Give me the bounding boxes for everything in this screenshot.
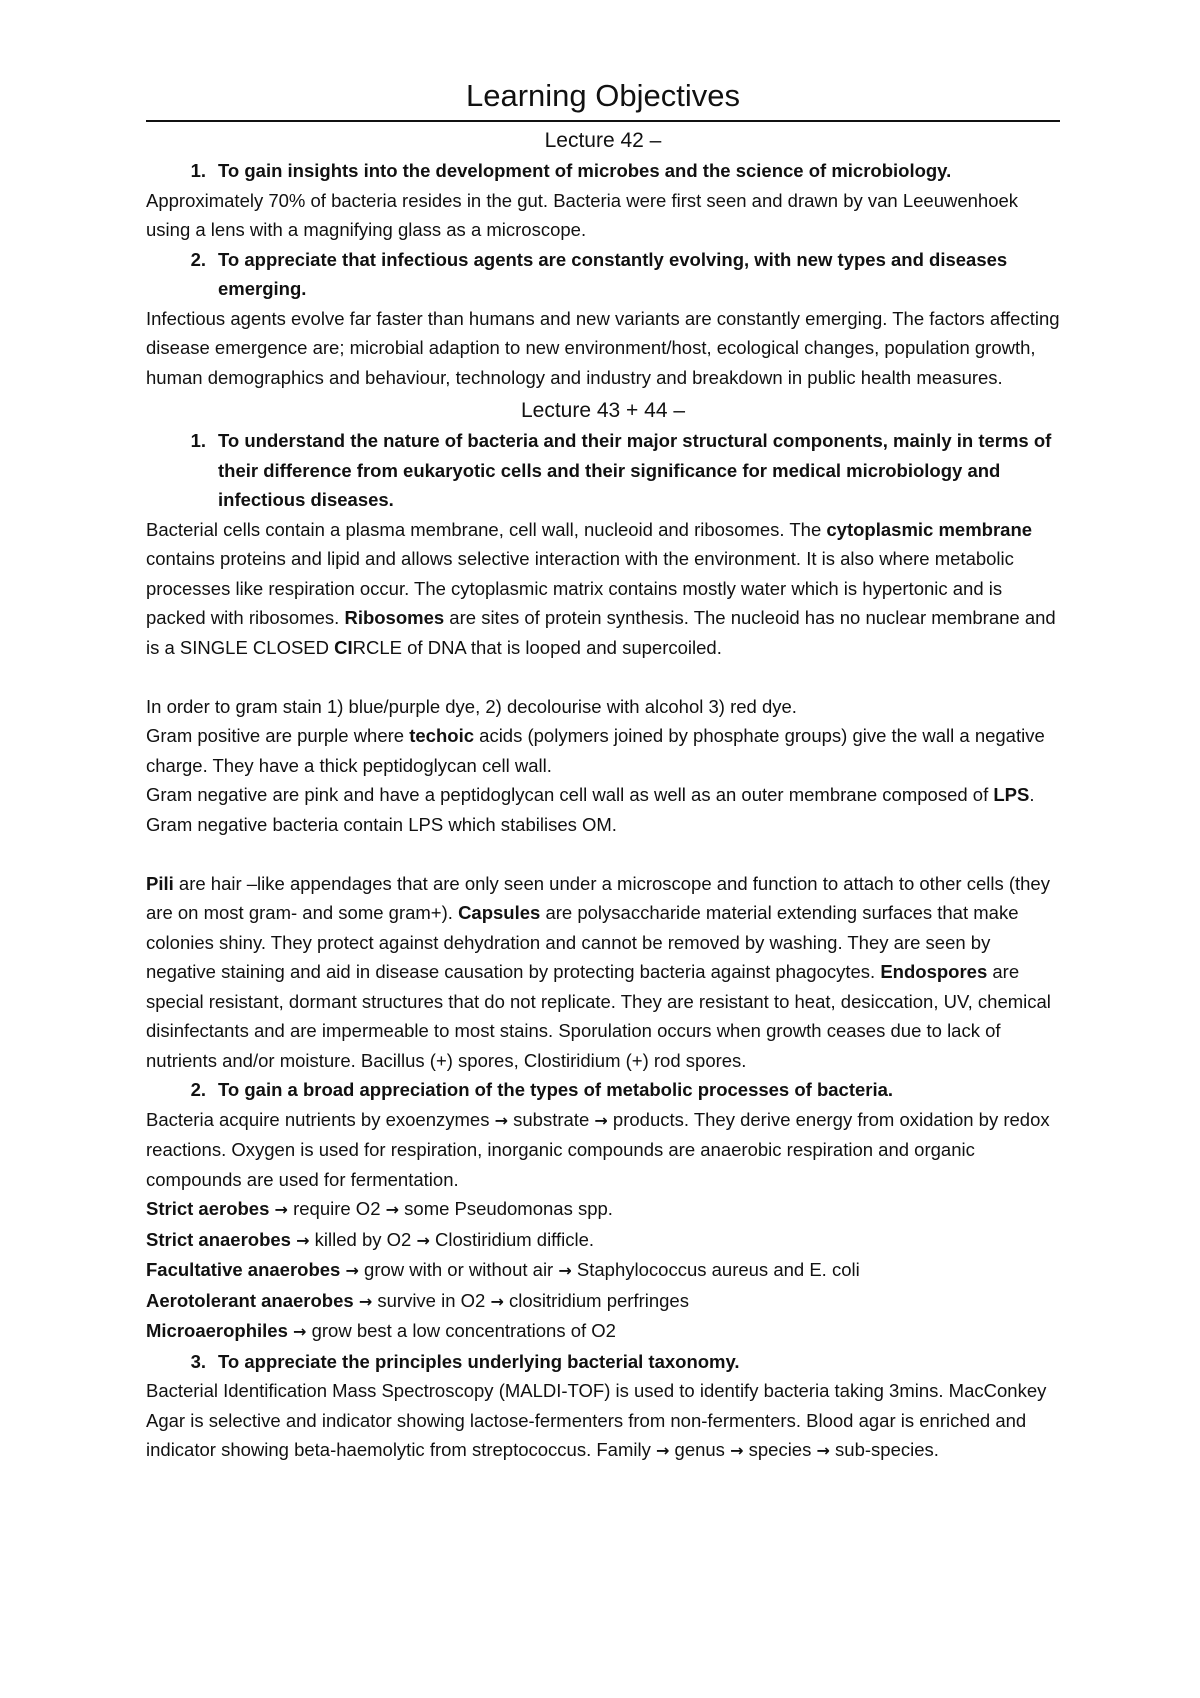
arrow-icon: → — [494, 1110, 508, 1130]
text-run-bold: CI — [334, 636, 353, 658]
text-run: contains proteins and lipid and allows selective interaction with the environment. It is also where metabolic processes like respiration occur. The cytoplasmic matrix contains mostly water which is hypertonic and is packed with ribosomes. — [146, 548, 1014, 628]
text-run: are polysaccharide material extending surfaces that make colonies shiny. They protect against dehydration and cannot be removed by washing. They are seen by negative staining and aid in disease causation by protecting bacteria against phagocytes. — [146, 902, 1019, 982]
lecture42-objective-1-paragraph: Approximately 70% of bacteria resides in the gut. Bacteria were first seen and drawn by van Leeuwenhoek using a lens with a magnifying glass as a microscope. — [146, 189, 1019, 240]
text-run: Gram negative are pink and have a peptidoglycan cell wall as well as an outer membrane composed of — [146, 784, 994, 805]
arrow-icon: → — [558, 1261, 572, 1280]
text-run: clositridium perfringes — [503, 1289, 689, 1311]
arrow-icon: → — [274, 1200, 288, 1219]
text-run: substrate — [508, 1108, 595, 1130]
gram-stain-line: In order to gram stain 1) blue/purple dye, 2) decolourise with alcohol 3) red dye. — [146, 695, 797, 717]
text-run: products. They derive energy from oxidation by redox reactions. Oxygen is used for respiration, inorganic compounds are anaerobic respiration and organic compounds are used for fermentation. — [146, 1108, 1050, 1190]
text-run: genus — [669, 1439, 731, 1460]
gram-negative-paragraph — [146, 780, 1060, 839]
text-run: Bacterial Identification Mass Spectroscopy (MALDI-TOF) is used to identify bacteria taking 3mins. MacConkey Agar is selective and indicator showing lactose-fermenters from non-fermenters. Blood agar is enriched and indicator showing beta-haemolytic from streptococcus. Family — [146, 1380, 1047, 1460]
lecture42-objective-2-paragraph: Infectious agents evolve far faster than humans and new variants are constantly emerging. The factors affecting disease emergence are; microbial adaption to new environment/host, ecological changes, population growth, human demographics and behaviour, technology and industry and breakdown in public health measures. — [146, 307, 1060, 388]
document-page — [146, 74, 1060, 1466]
objective-text: To gain insights into the development of microbes and the science of microbiology. — [218, 160, 952, 181]
text-run: some Pseudomonas spp. — [399, 1198, 613, 1219]
strict-aerobes-line — [146, 1194, 1060, 1225]
term-lps: LPS — [993, 784, 1030, 805]
text-run: grow best a low concentrations of O2 — [306, 1320, 616, 1341]
pili-capsules-endospores-paragraph — [146, 869, 1060, 1076]
arrow-icon: → — [816, 1441, 830, 1460]
objective-text: To appreciate the principles underlying bacterial taxonomy. — [218, 1350, 740, 1372]
text-run: are hair –like appendages that are only seen under a microscope and function to attach to other cells (they are on most gram- and some gram+). — [146, 872, 1050, 923]
arrow-icon: → — [345, 1261, 359, 1280]
aerotolerant-anaerobes-line — [146, 1286, 1060, 1317]
arrow-icon: → — [655, 1441, 670, 1460]
lecture4344-objective-1 — [146, 426, 1060, 515]
term-ribosomes: Ribosomes — [344, 607, 445, 628]
text-run: killed by O2 — [309, 1228, 417, 1250]
strict-anaerobes-line — [146, 1225, 1060, 1256]
lecture42-objective-1 — [146, 156, 1060, 186]
bacterial-cells-paragraph — [146, 515, 1060, 663]
objective-number: 1. — [190, 430, 206, 451]
paragraph-gap — [146, 662, 1060, 692]
metabolism-paragraph — [146, 1105, 1060, 1195]
arrow-icon: → — [293, 1322, 307, 1341]
term-strict-anaerobes: Strict anaerobes — [146, 1228, 291, 1250]
lecture-43-44-heading: Lecture 43 + 44 – — [520, 399, 686, 422]
arrow-icon: → — [490, 1291, 504, 1311]
text-run: sub-species. — [829, 1439, 939, 1460]
text-run: Bacteria acquire nutrients by exoenzymes — [146, 1108, 495, 1130]
lecture-42-heading: Lecture 42 – — [544, 129, 662, 152]
text-run: grow with or without air — [358, 1259, 559, 1280]
gram-positive-paragraph — [146, 721, 1060, 780]
term-techoic: techoic — [409, 725, 475, 746]
text-run: are special resistant, dormant structures that do not replicate. They are resistant to heat, desiccation, UV, chemical disinfectants and are impermeable to most stains. Sporulation occurs when growth ceases due to lack of nutrients and/or moisture. Bacillus (+) spores, Clostiridium (+) rod spores. — [146, 961, 1051, 1071]
text-run: species — [743, 1439, 817, 1460]
text-run: require O2 — [287, 1198, 386, 1219]
objective-number: 3. — [190, 1350, 206, 1372]
arrow-icon: → — [416, 1230, 430, 1250]
arrow-icon: → — [358, 1291, 373, 1311]
microaerophiles-line — [146, 1316, 1060, 1347]
objective-number: 2. — [190, 248, 206, 270]
text-run: RCLE of DNA that is looped and supercoiled. — [352, 636, 722, 658]
arrow-icon: → — [385, 1200, 400, 1219]
text-run: Bacterial cells contain a plasma membrane, cell wall, nucleoid and ribosomes. The — [146, 518, 827, 540]
term-pili: Pili — [146, 872, 174, 894]
arrow-icon: → — [730, 1441, 744, 1460]
facultative-anaerobes-line — [146, 1255, 1060, 1286]
term-aerotolerant-anaerobes: Aerotolerant anaerobes — [146, 1289, 354, 1311]
text-run: Staphylococcus aureus and E. coli — [571, 1259, 860, 1280]
arrow-icon: → — [296, 1230, 310, 1250]
lecture4344-objective-2 — [146, 1075, 1060, 1105]
objective-text: To gain a broad appreciation of the types of metabolic processes of bacteria. — [218, 1079, 894, 1100]
text-run: Clostiridium difficle. — [429, 1228, 595, 1250]
term-endospores: Endospores — [880, 961, 988, 982]
term-capsules: Capsules — [458, 902, 541, 923]
term-cytoplasmic-membrane: cytoplasmic membrane — [826, 518, 1033, 540]
arrow-icon: → — [594, 1110, 608, 1130]
text-run: are sites of protein synthesis. The nucleoid has no nuclear membrane and is a SINGLE CLOSED — [146, 607, 1056, 658]
paragraph-gap — [146, 839, 1060, 869]
objective-text: To understand the nature of bacteria and their major structural components, mainly in terms of their difference from eukaryotic cells and their significance for medical microbiology and infectious diseases. — [218, 430, 1052, 510]
term-microaerophiles: Microaerophiles — [146, 1320, 288, 1341]
objective-number: 1. — [190, 160, 206, 181]
page-title: Learning Objectives — [146, 74, 1060, 122]
objective-text: To appreciate that infectious agents are constantly evolving, with new types and diseases emerging. — [218, 248, 1008, 299]
lecture4344-objective-3 — [146, 1347, 1060, 1377]
term-strict-aerobes: Strict aerobes — [146, 1198, 270, 1219]
objective-number: 2. — [190, 1079, 206, 1100]
text-run: acids (polymers joined by phosphate groups) give the wall a negative charge. They have a thick peptidoglycan cell wall. — [146, 725, 1045, 776]
text-run: survive in O2 — [372, 1289, 491, 1311]
text-run: Gram positive are purple where — [146, 725, 410, 746]
text-run: . Gram negative bacteria contain LPS which stabilises OM. — [146, 784, 1035, 835]
term-facultative-anaerobes: Facultative anaerobes — [146, 1259, 341, 1280]
taxonomy-paragraph — [146, 1376, 1060, 1466]
lecture42-objective-2 — [146, 245, 1060, 304]
